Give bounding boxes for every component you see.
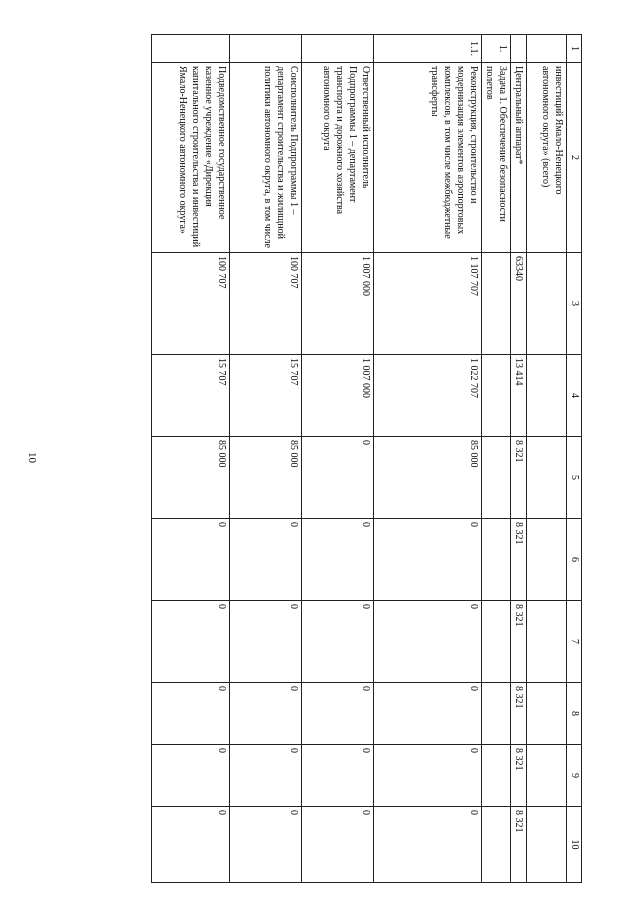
col-number: 6	[567, 519, 582, 601]
value-cell: 0	[374, 601, 482, 683]
value-cell: 0	[302, 601, 374, 683]
value-cell: 1 007 000	[302, 355, 374, 437]
value-cell	[527, 355, 567, 437]
value-cell: 100 707	[152, 253, 230, 355]
value-cell: 8 321	[511, 683, 527, 745]
value-cell: 0	[152, 519, 230, 601]
value-cell: 8 321	[511, 437, 527, 519]
col-number: 9	[567, 745, 582, 807]
value-cell: 0	[230, 683, 302, 745]
row-label-cell: инвестиций Ямало-Ненецкого автономного округа» (всего)	[527, 63, 567, 253]
col-number: 10	[567, 807, 582, 883]
value-cell	[527, 437, 567, 519]
value-cell	[482, 437, 511, 519]
value-cell	[527, 253, 567, 355]
value-cell: 0	[374, 745, 482, 807]
table-row	[482, 35, 511, 883]
value-cell: 0	[230, 807, 302, 883]
value-cell	[482, 683, 511, 745]
row-index-cell: 1.	[482, 35, 511, 63]
value-cell: 0	[374, 683, 482, 745]
value-cell: 0	[230, 519, 302, 601]
col-number: 3	[567, 253, 582, 355]
value-cell: 0	[152, 601, 230, 683]
table-row	[527, 35, 567, 883]
value-cell	[527, 745, 567, 807]
value-cell: 1 107 707	[374, 253, 482, 355]
value-cell: 13 414	[511, 355, 527, 437]
value-cell	[482, 601, 511, 683]
row-index-cell: 1.1.	[374, 35, 482, 63]
column-number-row	[567, 35, 582, 883]
table-row	[302, 35, 374, 883]
row-label-cell: Реконструкция, строительство и модернизация элементов аэропортовых комплексов, в том числе межбюджетные трансферты	[374, 63, 482, 253]
value-cell: 85 000	[230, 437, 302, 519]
value-cell: 15 707	[230, 355, 302, 437]
row-label-cell: Подведомственное государственное казенное учреждение «Дирекция капитального строительства и инвестиций Ямало-Ненецкого автономного округа»	[152, 63, 230, 253]
value-cell: 15 707	[152, 355, 230, 437]
value-cell: 8 321	[511, 601, 527, 683]
col-number: 5	[567, 437, 582, 519]
value-cell: 8 321	[511, 807, 527, 883]
row-index-cell	[527, 35, 567, 63]
table-row	[152, 35, 230, 883]
col-number: 2	[567, 63, 582, 253]
value-cell	[482, 519, 511, 601]
col-number: 1	[567, 35, 582, 63]
value-cell: 1 007 000	[302, 253, 374, 355]
value-cell: 85 000	[374, 437, 482, 519]
budget-table	[151, 34, 582, 883]
table-row	[511, 35, 527, 883]
value-cell: 85 000	[152, 437, 230, 519]
value-cell: 0	[152, 745, 230, 807]
value-cell: 63340	[511, 253, 527, 355]
value-cell: 8 321	[511, 745, 527, 807]
col-number: 8	[567, 683, 582, 745]
value-cell: 0	[302, 745, 374, 807]
table-row	[374, 35, 482, 883]
value-cell: 8 321	[511, 519, 527, 601]
value-cell: 0	[230, 745, 302, 807]
row-index-cell	[230, 35, 302, 63]
value-cell: 0	[152, 683, 230, 745]
value-cell	[527, 601, 567, 683]
value-cell: 0	[374, 519, 482, 601]
value-cell	[527, 683, 567, 745]
value-cell	[482, 253, 511, 355]
value-cell: 0	[152, 807, 230, 883]
value-cell: 0	[302, 807, 374, 883]
value-cell: 0	[230, 601, 302, 683]
value-cell: 1 022 707	[374, 355, 482, 437]
table-row	[230, 35, 302, 883]
value-cell	[482, 807, 511, 883]
value-cell	[482, 745, 511, 807]
value-cell: 0	[302, 683, 374, 745]
row-index-cell	[511, 35, 527, 63]
value-cell	[482, 355, 511, 437]
value-cell	[527, 807, 567, 883]
value-cell: 0	[302, 519, 374, 601]
value-cell: 0	[374, 807, 482, 883]
col-number: 7	[567, 601, 582, 683]
row-label-cell: Ответственный исполнитель Подпрограммы 1 – департамент транспорта и дорожного хозяйства автономного округа	[302, 63, 374, 253]
table-body	[152, 35, 567, 883]
row-label-cell: Задача 1. Обеспечение безопасности полетов	[482, 63, 511, 253]
row-label-cell: Центральный аппарат*	[511, 63, 527, 253]
col-number: 4	[567, 355, 582, 437]
row-label-cell: Соисполнитель Подпрограммы 1 – департамент строительства и жилищной политики автономного округа, в том числе	[230, 63, 302, 253]
row-index-cell	[152, 35, 230, 63]
value-cell: 0	[302, 437, 374, 519]
value-cell: 100 707	[230, 253, 302, 355]
budget-table-rotated	[60, 34, 582, 862]
page-number: 10	[26, 452, 38, 463]
row-index-cell	[302, 35, 374, 63]
value-cell	[527, 519, 567, 601]
